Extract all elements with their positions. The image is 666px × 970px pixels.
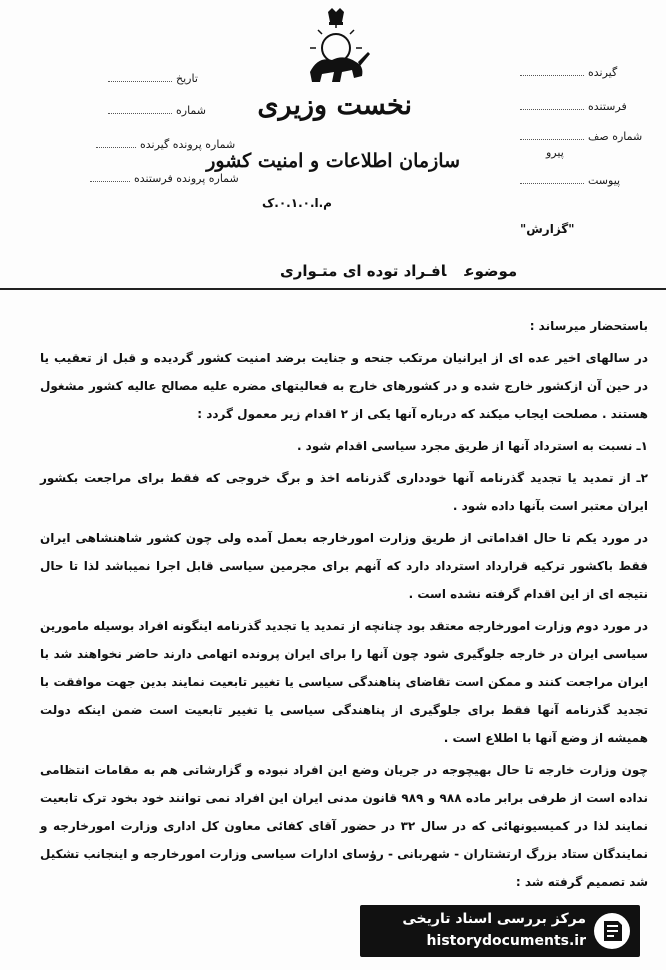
- row-number-label: شماره صف: [588, 130, 643, 143]
- body-paragraph-1: در سالهای اخیر عده ای از ایرانیان مرتکب جنحه و جنایت برضد امنیت کشور گردیده و قبل از تعقیب یا در حین آن ازکشور خارج شده و در کشورهای خارج به فعالیتهای مضره علیه مصالح عالیه کشور مشغول هستند . مصلحت ایجاب میکند که درباره آنها یکی از ۲ اقدام زیر معمول گردد :: [40, 351, 648, 421]
- salutation: باستحضار میرساند :: [529, 319, 648, 333]
- row-number-field: [520, 130, 642, 143]
- following-field: [546, 146, 564, 159]
- date-label: تاریخ: [176, 72, 198, 85]
- subject-text: افـراد توده ای متـواری: [280, 262, 447, 280]
- recipient-label: گیرنده: [588, 66, 618, 79]
- subject-label: موضوع: [464, 262, 518, 280]
- number-label: شماره: [176, 104, 207, 117]
- body-paragraph-6: چون وزارت خارجه تا حال بهیچوجه در جریان وضع این افراد نبوده و گزارشاتی هم به مقامات انتظامی نداده است از طرفی برابر ماده ۹۸۸ و ۹۸۹ قانون مدنی ایران این افراد نمی توانند خود بخود ترک تابعیت نمایند لذا در کمیسیونهائی که در سال ۳۲ در حضور آقای کفائی معاون کل اداری وزارت امورخارجه و نمایندگان ستاد بزرگ ارتشتاران - شهربانی - رؤسای ادارات سیاسی وزارت امورخارجه و اینجانب تشکیل شد تصمیم گرفته شد :: [40, 763, 648, 889]
- recipient-file-number-label: شماره پرونده گیرنده: [140, 138, 236, 151]
- sender-label: فرستنده: [588, 100, 627, 113]
- attachment-field: [520, 174, 620, 187]
- number-field: [108, 104, 206, 117]
- body-paragraph-4: در مورد یکم تا حال اقداماتی از طریق وزارت امورخارجه بعمل آمده ولی چون کشور شاهنشاهی ایران فقط باکشور ترکیه قرارداد استرداد دارد که آنهم برای مجرمین سیاسی قابل اجرا نمیباشد لذا تا حال نتیجه ای از این اقدام گرفته نشده است .: [40, 531, 648, 601]
- report-label: "گزارش": [520, 222, 575, 236]
- watermark-title: مرکز بررسی اسناد تاریخی: [402, 911, 586, 927]
- recipient-field: [520, 66, 617, 79]
- header-divider: [0, 288, 666, 290]
- sender-file-number-field: [90, 172, 239, 185]
- reference-number: م.ا.۰.۱.۰.ک: [262, 196, 332, 210]
- date-field: [108, 72, 198, 85]
- lion-and-sun-emblem: [298, 8, 374, 94]
- watermark-banner: [360, 905, 640, 957]
- following-label: پیرو: [546, 146, 564, 159]
- body-paragraph-5: در مورد دوم وزارت امورخارجه معتقد بود چنانچه از تمدید یا تجدید گذرنامه اینگونه افراد بوسیله مامورین سیاسی ایران در خارجه جلوگیری شود چون آنها را برای ایران پرونده اتهامی دارند حاضر نخواهند شد با ایران مراجعت کنند و ممکن است تقاضای پناهندگی سیاسی یا تغییر تابعیت نمایند بدین جهت موافقت با تجدید گذرنامه آنها فقط برای جلوگیری از پناهندگی سیاسی یا تغییر تابعیت است ضمن اینکه دولت همیشه از وضع آنها با اطلاع است .: [40, 619, 648, 745]
- body-paragraph-2: ۱ـ نسبت به استرداد آنها از طریق مجرد سیاسی اقدام شود .: [296, 439, 648, 453]
- org-line-prime-ministry: نخست وزیری: [257, 90, 412, 121]
- watermark-url[interactable]: historydocuments.ir: [426, 933, 586, 949]
- attachment-label: پیوست: [588, 174, 621, 187]
- subject-line: [262, 262, 517, 280]
- letter-body: [40, 312, 648, 900]
- sender-file-number-label: شماره پرونده فرستنده: [134, 172, 239, 185]
- body-paragraph-3: ۲ـ از تمدید یا تجدید گذرنامه آنها خودداری گذرنامه اخذ و برگ خروجی که فقط برای مراجعت بکشور ایران معتبر است بآنها داده شود .: [40, 471, 648, 513]
- archive-logo-icon: [592, 911, 632, 951]
- sender-field: [520, 100, 627, 113]
- org-line-savak: سازمان اطلاعات و امنیت کشور: [206, 150, 460, 172]
